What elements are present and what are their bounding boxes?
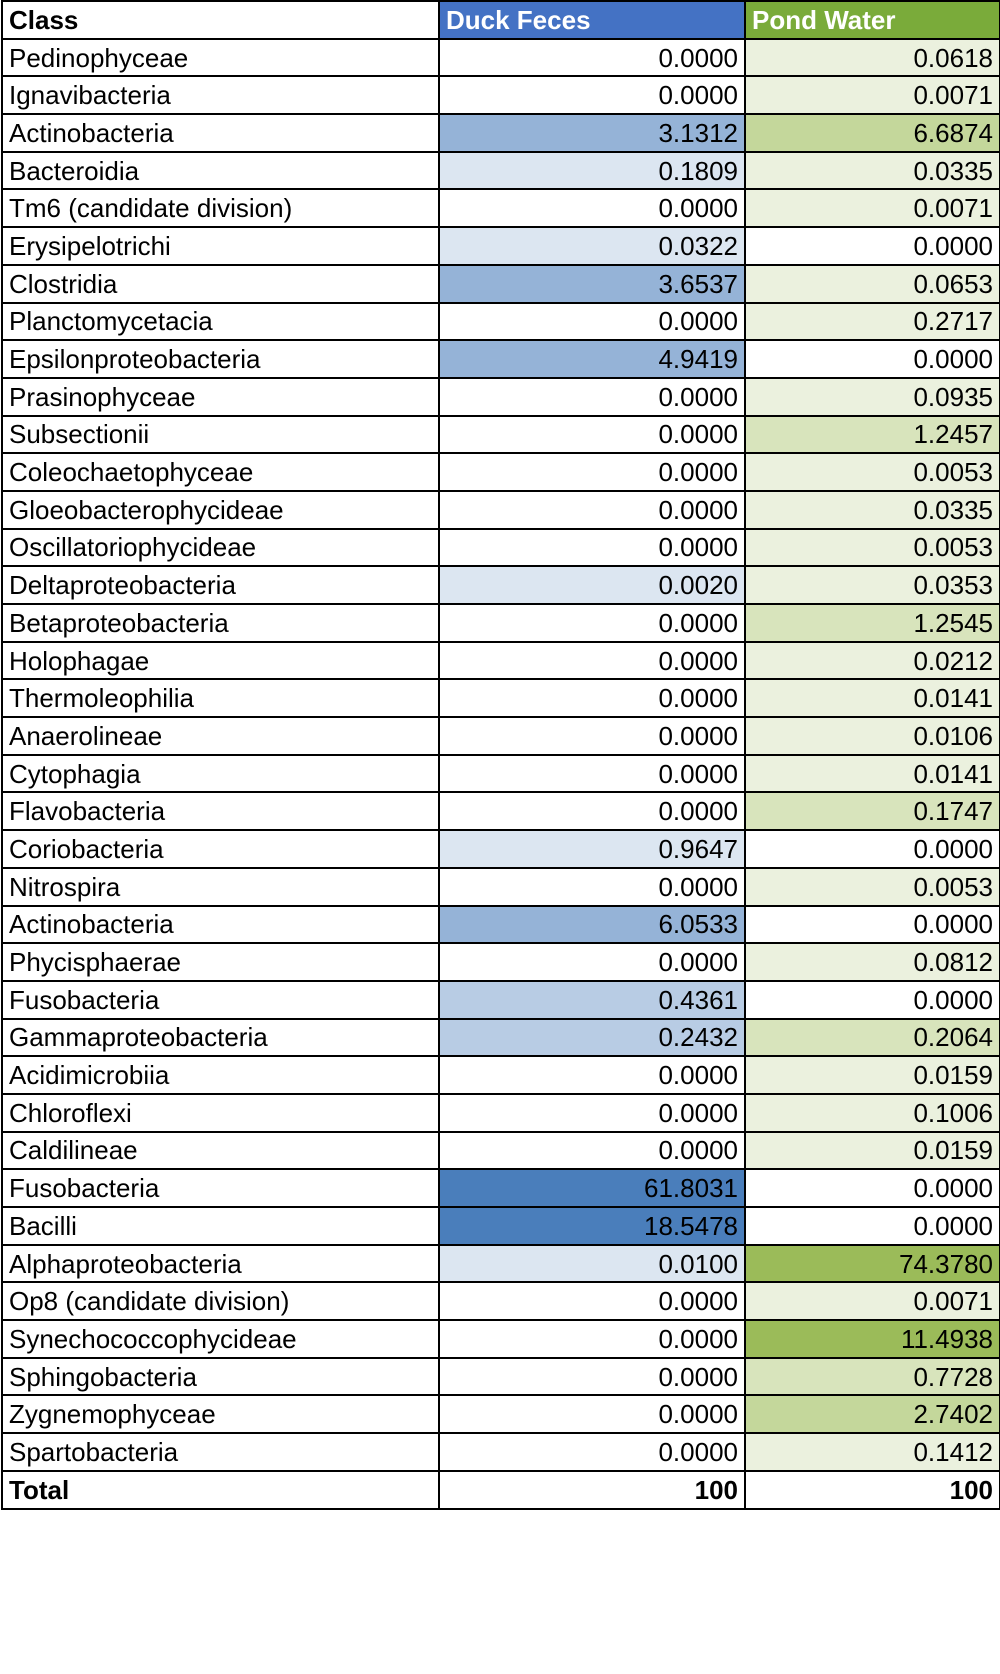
table-row: [2, 1019, 1000, 1057]
pond-water-value-cell: 0.0000: [745, 981, 1000, 1019]
duck-feces-value-cell: 0.0000: [439, 453, 745, 491]
pond-water-value-cell: 0.0812: [745, 943, 1000, 981]
table-row: [2, 868, 1000, 906]
pond-water-value-cell: 0.7728: [745, 1358, 1000, 1396]
class-name-cell: Synechococcophycideae: [2, 1320, 439, 1358]
header-row: [2, 1, 1000, 39]
duck-feces-value-cell: 0.0000: [439, 1358, 745, 1396]
class-name-cell: Sphingobacteria: [2, 1358, 439, 1396]
class-name-cell: Actinobacteria: [2, 114, 439, 152]
pond-water-value-cell: 0.0000: [745, 906, 1000, 944]
pond-water-value-cell: 0.1006: [745, 1094, 1000, 1132]
total-duck-feces: 100: [439, 1471, 745, 1509]
duck-feces-value-cell: 0.0000: [439, 1433, 745, 1471]
table-row: [2, 943, 1000, 981]
class-name-cell: Deltaproteobacteria: [2, 566, 439, 604]
table-row: [2, 1094, 1000, 1132]
pond-water-value-cell: 0.0653: [745, 265, 1000, 303]
header-duck-feces: Duck Feces: [439, 1, 745, 39]
duck-feces-value-cell: 0.1809: [439, 152, 745, 190]
pond-water-value-cell: 0.0071: [745, 1282, 1000, 1320]
total-row: [2, 1471, 1000, 1509]
table-row: [2, 1132, 1000, 1170]
pond-water-value-cell: 0.0000: [745, 1207, 1000, 1245]
table-row: [2, 114, 1000, 152]
class-name-cell: Chloroflexi: [2, 1094, 439, 1132]
table-row: [2, 755, 1000, 793]
class-name-cell: Oscillatoriophycideae: [2, 529, 439, 567]
duck-feces-value-cell: 61.8031: [439, 1169, 745, 1207]
class-name-cell: Coriobacteria: [2, 830, 439, 868]
pond-water-value-cell: 0.0000: [745, 830, 1000, 868]
table-row: [2, 604, 1000, 642]
table-row: [2, 1358, 1000, 1396]
duck-feces-value-cell: 0.0000: [439, 1320, 745, 1358]
pond-water-value-cell: 0.0159: [745, 1056, 1000, 1094]
table-body: [2, 39, 1000, 1471]
table-row: [2, 906, 1000, 944]
pond-water-value-cell: 0.0335: [745, 152, 1000, 190]
duck-feces-value-cell: 0.0000: [439, 303, 745, 341]
duck-feces-value-cell: 0.0000: [439, 792, 745, 830]
pond-water-value-cell: 6.6874: [745, 114, 1000, 152]
class-name-cell: Coleochaetophyceae: [2, 453, 439, 491]
duck-feces-value-cell: 0.0000: [439, 1094, 745, 1132]
table-row: [2, 717, 1000, 755]
duck-feces-value-cell: 3.1312: [439, 114, 745, 152]
total-label: Total: [2, 1471, 439, 1509]
pond-water-value-cell: 0.2064: [745, 1019, 1000, 1057]
class-name-cell: Bacteroidia: [2, 152, 439, 190]
class-name-cell: Caldilineae: [2, 1132, 439, 1170]
class-name-cell: Zygnemophyceae: [2, 1395, 439, 1433]
pond-water-value-cell: 2.7402: [745, 1395, 1000, 1433]
class-name-cell: Fusobacteria: [2, 1169, 439, 1207]
class-name-cell: Fusobacteria: [2, 981, 439, 1019]
table-row: [2, 566, 1000, 604]
pond-water-value-cell: 0.0335: [745, 491, 1000, 529]
table-row: [2, 981, 1000, 1019]
duck-feces-value-cell: 0.0000: [439, 378, 745, 416]
duck-feces-value-cell: 0.0000: [439, 868, 745, 906]
class-name-cell: Actinobacteria: [2, 906, 439, 944]
table-row: [2, 378, 1000, 416]
class-name-cell: Acidimicrobiia: [2, 1056, 439, 1094]
duck-feces-value-cell: 4.9419: [439, 340, 745, 378]
duck-feces-value-cell: 0.0000: [439, 1132, 745, 1170]
duck-feces-value-cell: 0.0000: [439, 416, 745, 454]
pond-water-value-cell: 0.0071: [745, 76, 1000, 114]
class-name-cell: Holophagae: [2, 642, 439, 680]
table-row: [2, 679, 1000, 717]
class-name-cell: Erysipelotrichi: [2, 227, 439, 265]
duck-feces-value-cell: 0.4361: [439, 981, 745, 1019]
pond-water-value-cell: 0.2717: [745, 303, 1000, 341]
pond-water-value-cell: 0.0212: [745, 642, 1000, 680]
pond-water-value-cell: 0.1747: [745, 792, 1000, 830]
duck-feces-value-cell: 0.0020: [439, 566, 745, 604]
table-row: [2, 830, 1000, 868]
header-class: Class: [2, 1, 439, 39]
table-row: [2, 1433, 1000, 1471]
class-name-cell: Flavobacteria: [2, 792, 439, 830]
pond-water-value-cell: 0.0935: [745, 378, 1000, 416]
duck-feces-value-cell: 0.0000: [439, 1056, 745, 1094]
class-abundance-table: [1, 0, 1000, 1510]
duck-feces-value-cell: 0.0000: [439, 39, 745, 77]
header-pond-water: Pond Water: [745, 1, 1000, 39]
duck-feces-value-cell: 3.6537: [439, 265, 745, 303]
class-name-cell: Betaproteobacteria: [2, 604, 439, 642]
duck-feces-value-cell: 0.9647: [439, 830, 745, 868]
duck-feces-value-cell: 0.0100: [439, 1245, 745, 1283]
pond-water-value-cell: 1.2457: [745, 416, 1000, 454]
table-row: [2, 1169, 1000, 1207]
table-row: [2, 1320, 1000, 1358]
pond-water-value-cell: 0.1412: [745, 1433, 1000, 1471]
table-row: [2, 529, 1000, 567]
pond-water-value-cell: 0.0053: [745, 868, 1000, 906]
class-name-cell: Bacilli: [2, 1207, 439, 1245]
duck-feces-value-cell: 0.0000: [439, 679, 745, 717]
class-name-cell: Clostridia: [2, 265, 439, 303]
duck-feces-value-cell: 0.0322: [439, 227, 745, 265]
pond-water-value-cell: 74.3780: [745, 1245, 1000, 1283]
duck-feces-value-cell: 0.0000: [439, 943, 745, 981]
table-row: [2, 1207, 1000, 1245]
table-row: [2, 265, 1000, 303]
class-name-cell: Cytophagia: [2, 755, 439, 793]
class-name-cell: Op8 (candidate division): [2, 1282, 439, 1320]
class-name-cell: Prasinophyceae: [2, 378, 439, 416]
pond-water-value-cell: 0.0071: [745, 189, 1000, 227]
table-row: [2, 76, 1000, 114]
class-name-cell: Tm6 (candidate division): [2, 189, 439, 227]
pond-water-value-cell: 0.0053: [745, 453, 1000, 491]
table-row: [2, 189, 1000, 227]
class-name-cell: Subsectionii: [2, 416, 439, 454]
total-pond-water: 100: [745, 1471, 1000, 1509]
pond-water-value-cell: 0.0000: [745, 340, 1000, 378]
pond-water-value-cell: 0.0353: [745, 566, 1000, 604]
duck-feces-value-cell: 0.0000: [439, 604, 745, 642]
table-row: [2, 453, 1000, 491]
class-name-cell: Phycisphaerae: [2, 943, 439, 981]
duck-feces-value-cell: 0.0000: [439, 189, 745, 227]
duck-feces-value-cell: 0.0000: [439, 76, 745, 114]
duck-feces-value-cell: 0.0000: [439, 717, 745, 755]
table-row: [2, 340, 1000, 378]
class-name-cell: Gammaproteobacteria: [2, 1019, 439, 1057]
table-row: [2, 642, 1000, 680]
duck-feces-value-cell: 0.2432: [439, 1019, 745, 1057]
table-row: [2, 1056, 1000, 1094]
table-row: [2, 1282, 1000, 1320]
class-name-cell: Alphaproteobacteria: [2, 1245, 439, 1283]
table-row: [2, 152, 1000, 190]
duck-feces-value-cell: 0.0000: [439, 529, 745, 567]
class-name-cell: Anaerolineae: [2, 717, 439, 755]
class-name-cell: Ignavibacteria: [2, 76, 439, 114]
duck-feces-value-cell: 0.0000: [439, 642, 745, 680]
duck-feces-value-cell: 0.0000: [439, 491, 745, 529]
pond-water-value-cell: 0.0053: [745, 529, 1000, 567]
table-row: [2, 1395, 1000, 1433]
duck-feces-value-cell: 0.0000: [439, 1395, 745, 1433]
duck-feces-value-cell: 0.0000: [439, 755, 745, 793]
class-name-cell: Spartobacteria: [2, 1433, 439, 1471]
pond-water-value-cell: 0.0141: [745, 679, 1000, 717]
class-name-cell: Pedinophyceae: [2, 39, 439, 77]
class-name-cell: Gloeobacterophycideae: [2, 491, 439, 529]
class-name-cell: Planctomycetacia: [2, 303, 439, 341]
pond-water-value-cell: 1.2545: [745, 604, 1000, 642]
class-name-cell: Nitrospira: [2, 868, 439, 906]
class-name-cell: Thermoleophilia: [2, 679, 439, 717]
table-row: [2, 1245, 1000, 1283]
pond-water-value-cell: 0.0141: [745, 755, 1000, 793]
table-row: [2, 491, 1000, 529]
duck-feces-value-cell: 18.5478: [439, 1207, 745, 1245]
class-name-cell: Epsilonproteobacteria: [2, 340, 439, 378]
table-row: [2, 792, 1000, 830]
table-row: [2, 227, 1000, 265]
pond-water-value-cell: 0.0106: [745, 717, 1000, 755]
pond-water-value-cell: 0.0000: [745, 227, 1000, 265]
table-row: [2, 416, 1000, 454]
pond-water-value-cell: 11.4938: [745, 1320, 1000, 1358]
pond-water-value-cell: 0.0000: [745, 1169, 1000, 1207]
table-row: [2, 303, 1000, 341]
duck-feces-value-cell: 6.0533: [439, 906, 745, 944]
pond-water-value-cell: 0.0618: [745, 39, 1000, 77]
pond-water-value-cell: 0.0159: [745, 1132, 1000, 1170]
duck-feces-value-cell: 0.0000: [439, 1282, 745, 1320]
table-row: [2, 39, 1000, 77]
